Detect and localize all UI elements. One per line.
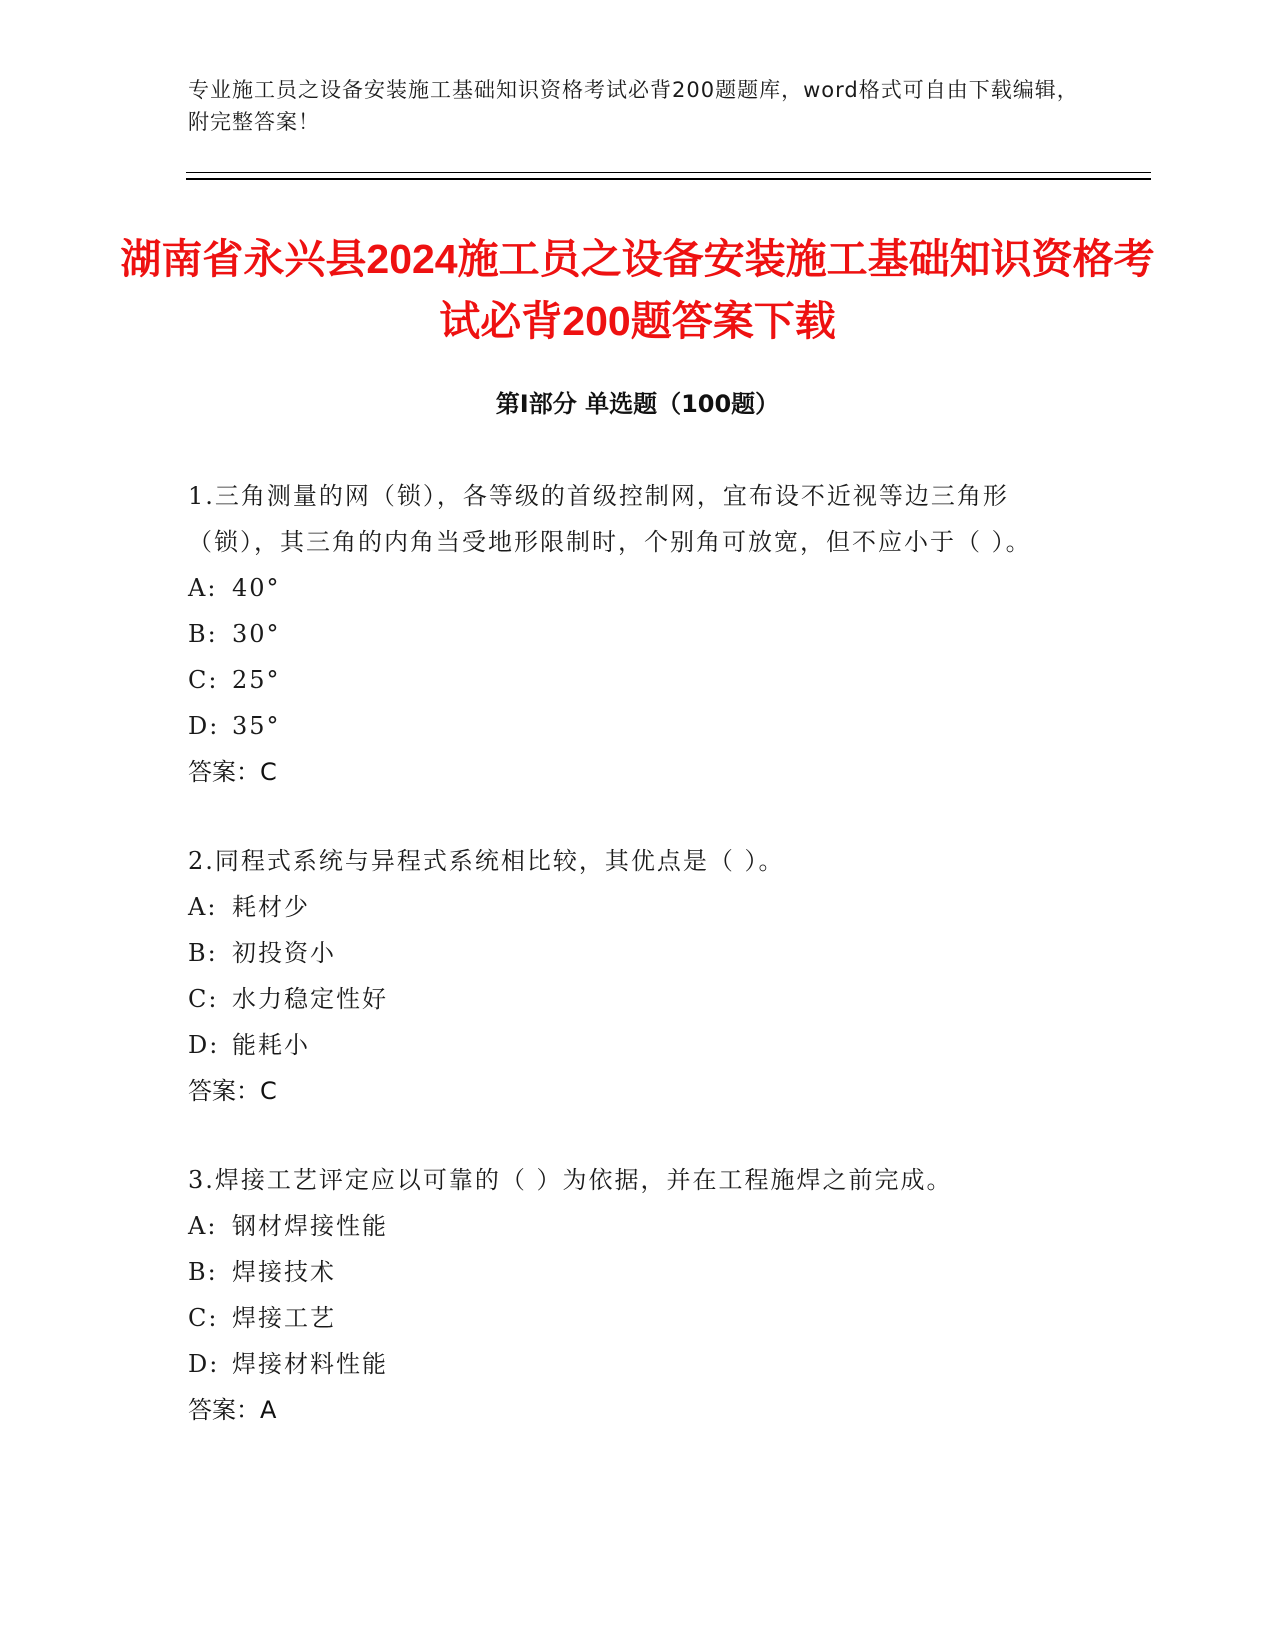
header-divider-thick <box>186 178 1151 180</box>
question-1 <box>188 473 1068 795</box>
option-letter: A: <box>188 1212 218 1240</box>
option-b <box>188 611 1068 657</box>
option-b <box>188 1249 1068 1295</box>
option-letter: C: <box>188 666 219 694</box>
option-letter: C: <box>188 985 219 1013</box>
option-b <box>188 930 1068 976</box>
option-text: 焊接材料性能 <box>232 1350 388 1378</box>
option-text: 35° <box>232 712 281 740</box>
option-text: 耗材少 <box>232 893 310 921</box>
option-text: 水力稳定性好 <box>232 985 388 1013</box>
question-stem: 2.同程式系统与异程式系统相比较，其优点是（ ）。 <box>188 847 785 875</box>
option-text: 能耗小 <box>232 1031 310 1059</box>
option-text: 30° <box>232 620 281 648</box>
question-stem: 1.三角测量的网（锁），各等级的首级控制网，宜布设不近视等边三角形（锁），其三角的内角当受地形限制时，个别角可放宽，但不应小于（ ）。 <box>188 482 1032 556</box>
question-list <box>188 473 1068 1476</box>
option-letter: B: <box>188 1258 218 1286</box>
option-text: 钢材焊接性能 <box>232 1212 388 1240</box>
answer-line: 答案：C <box>188 758 277 786</box>
option-a <box>188 1203 1068 1249</box>
option-letter: A: <box>188 893 218 921</box>
option-text: 初投资小 <box>232 939 336 967</box>
option-letter: C: <box>188 1304 219 1332</box>
answer-line: 答案：C <box>188 1077 277 1105</box>
option-d <box>188 1341 1068 1387</box>
header-note: 专业施工员之设备安装施工基础知识资格考试必背200题题库，word格式可自由下载编辑，附完整答案！ <box>188 78 1079 134</box>
option-letter: D: <box>188 712 220 740</box>
option-c <box>188 657 1068 703</box>
option-letter: B: <box>188 620 218 648</box>
option-text: 40° <box>232 574 281 602</box>
option-text: 焊接技术 <box>232 1258 336 1286</box>
option-text: 焊接工艺 <box>232 1304 336 1332</box>
option-d <box>188 1022 1068 1068</box>
document-title: 湖南省永兴县2024施工员之设备安装施工基础知识资格考试必背200题答案下载 <box>120 236 1155 344</box>
question-stem: 3.焊接工艺评定应以可靠的（ ）为依据，并在工程施焊之前完成。 <box>188 1166 953 1194</box>
option-letter: A: <box>188 574 218 602</box>
section-title: 第Ⅰ部分 单选题（100题） <box>495 390 780 418</box>
answer-line: 答案：A <box>188 1396 277 1424</box>
option-d <box>188 703 1068 749</box>
option-text: 25° <box>232 666 281 694</box>
option-c <box>188 976 1068 1022</box>
option-a <box>188 565 1068 611</box>
question-2 <box>188 838 1068 1114</box>
option-letter: D: <box>188 1031 220 1059</box>
header-divider-thin <box>186 172 1151 173</box>
question-3 <box>188 1157 1068 1433</box>
option-c <box>188 1295 1068 1341</box>
option-letter: B: <box>188 939 218 967</box>
option-letter: D: <box>188 1350 220 1378</box>
option-a <box>188 884 1068 930</box>
